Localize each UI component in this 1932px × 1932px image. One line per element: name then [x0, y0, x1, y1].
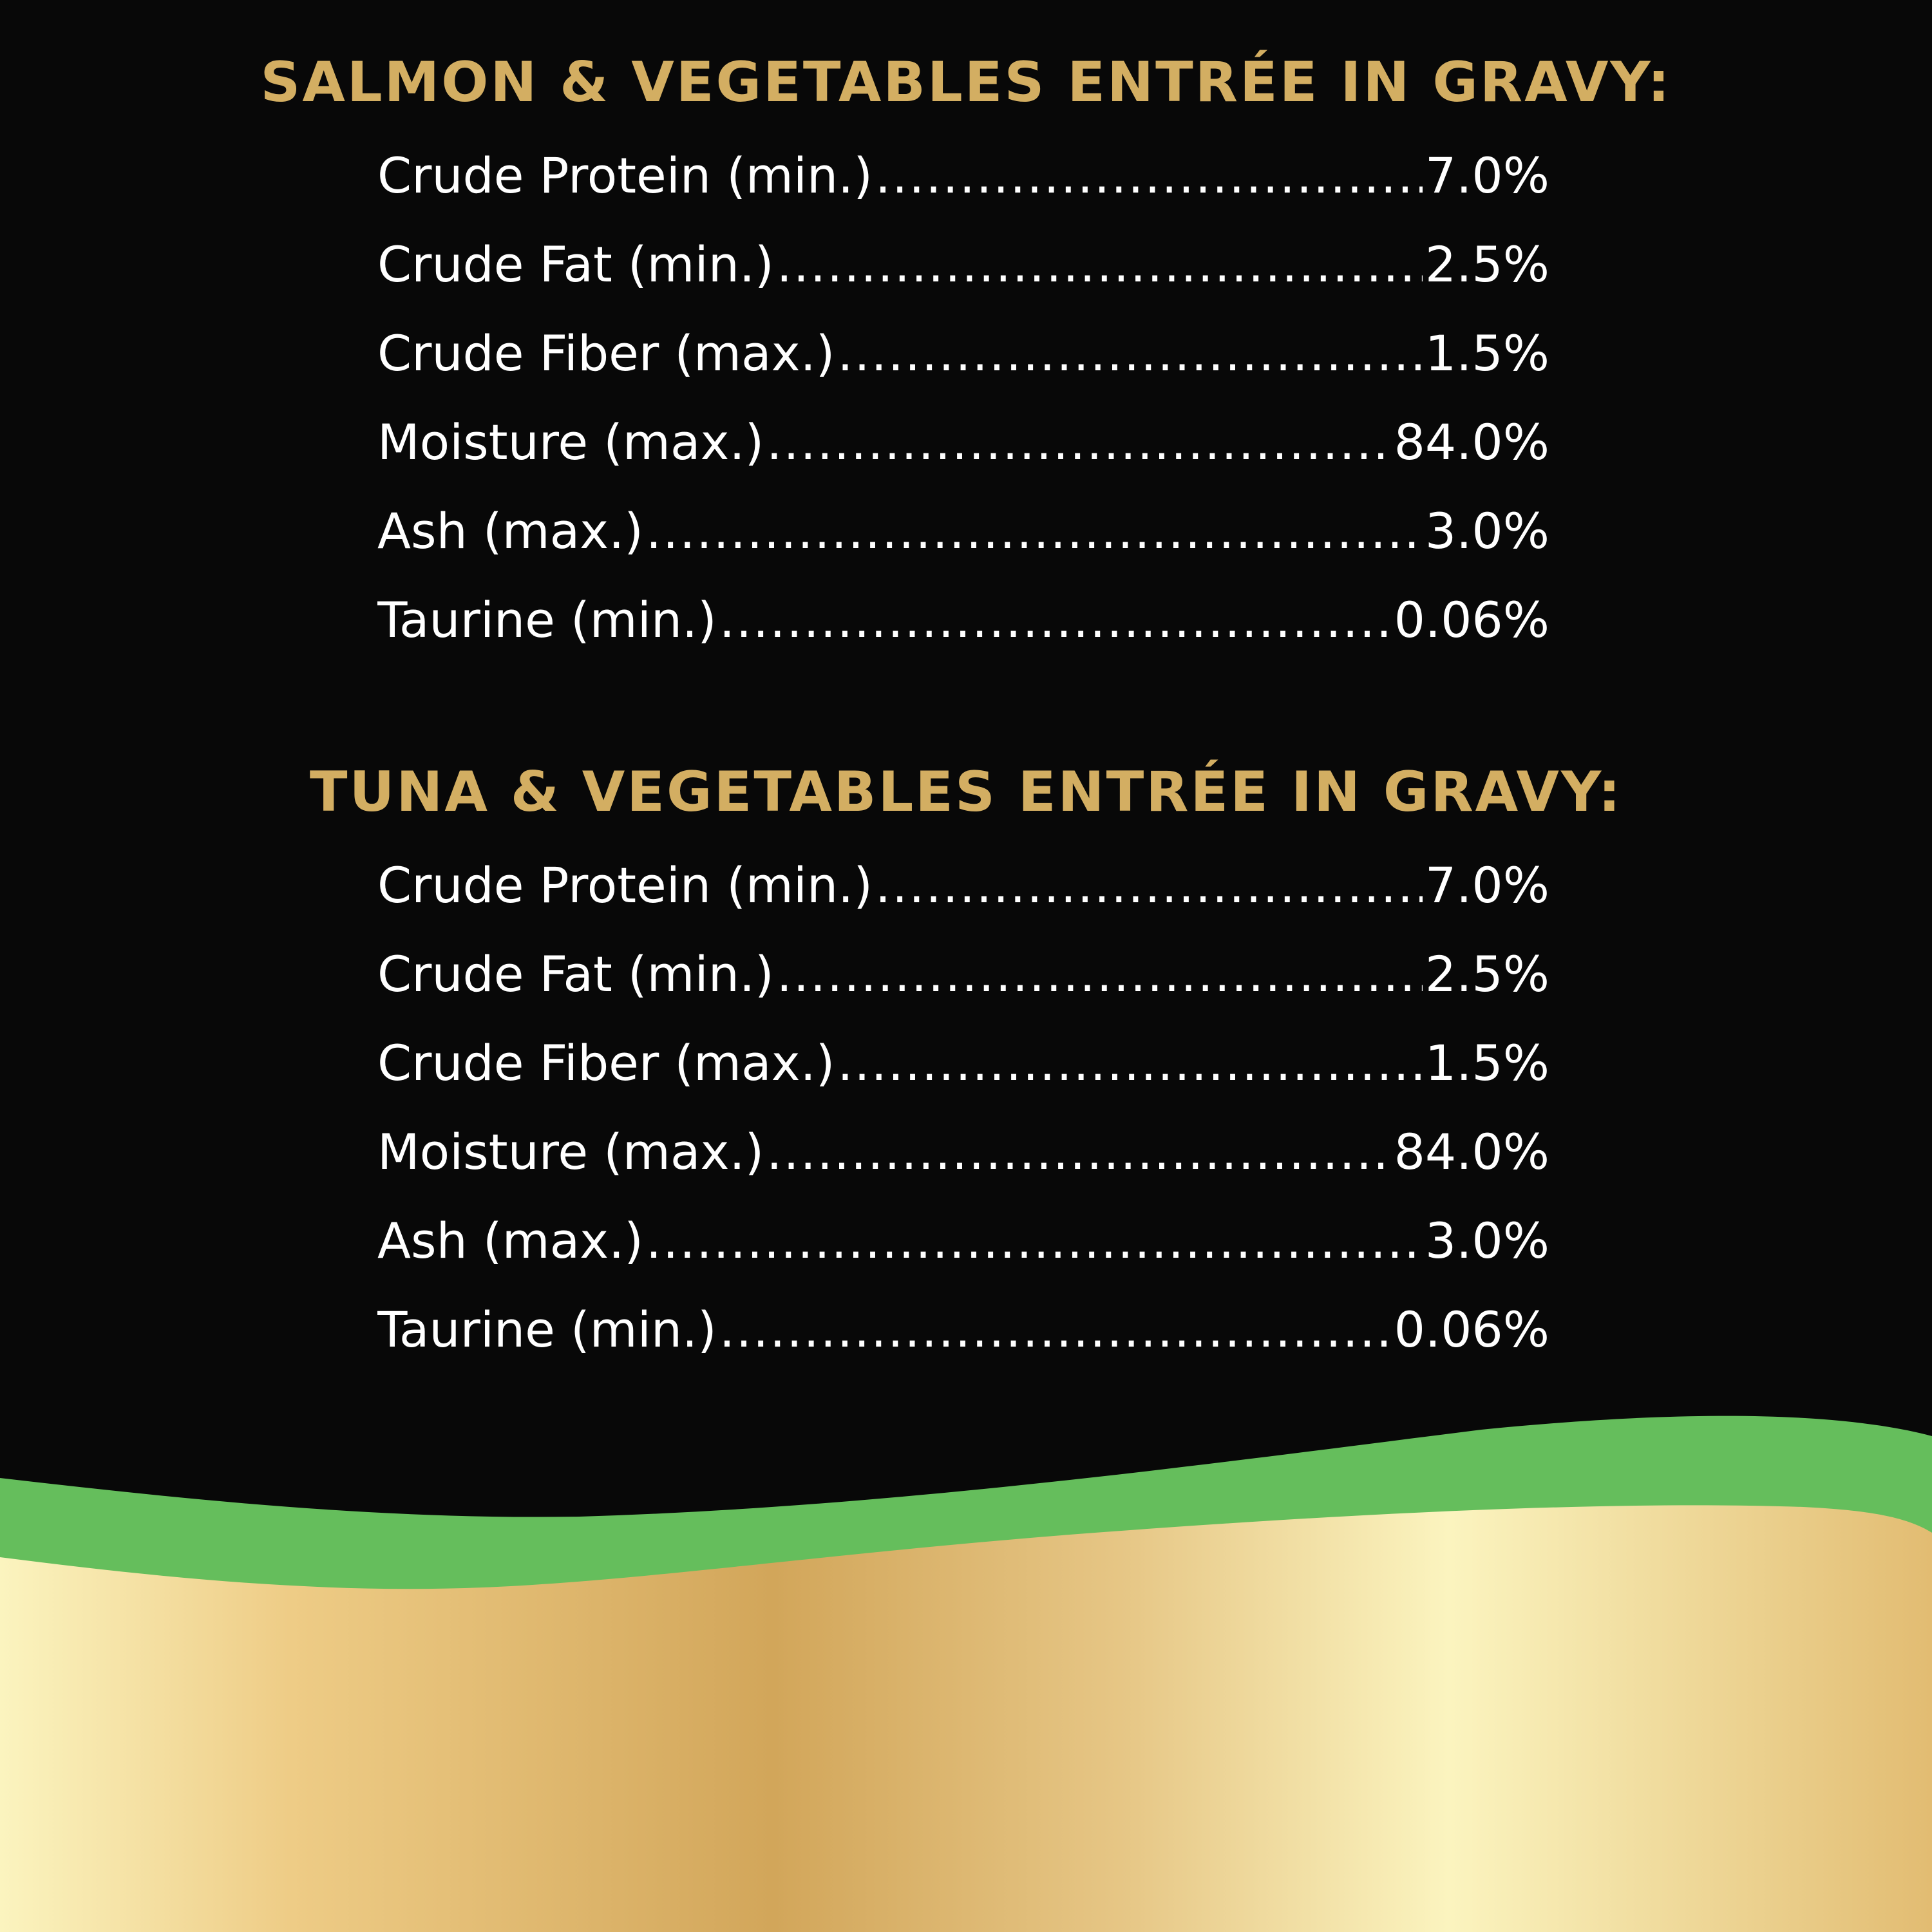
nutrient-label: Moisture (max.)	[377, 413, 764, 471]
dot-leader	[646, 1197, 1423, 1285]
nutrient-label: Taurine (min.)	[377, 1301, 717, 1358]
dot-leader	[777, 220, 1423, 309]
dot-leader	[837, 1019, 1423, 1108]
nutrient-label: Crude Protein (min.)	[377, 147, 873, 204]
analysis-row	[377, 1019, 1549, 1108]
dot-leader	[875, 841, 1423, 930]
nutrient-value: 0.06%	[1394, 1301, 1549, 1358]
analysis-row	[377, 487, 1549, 576]
nutrient-label: Crude Fat (min.)	[377, 236, 774, 293]
nutrient-label: Crude Fiber (max.)	[377, 325, 835, 382]
nutrient-label: Moisture (max.)	[377, 1123, 764, 1180]
dot-leader	[719, 576, 1392, 665]
nutrient-label: Taurine (min.)	[377, 591, 717, 649]
nutrient-label: Ash (max.)	[377, 502, 643, 560]
dot-leader	[766, 398, 1391, 487]
nutrient-value: 0.06%	[1394, 591, 1549, 649]
analysis-row	[377, 131, 1549, 220]
nutrient-value: 2.5%	[1425, 236, 1549, 293]
analysis-row	[377, 576, 1549, 665]
nutrient-value: 84.0%	[1394, 1123, 1549, 1180]
analysis-row	[377, 1108, 1549, 1197]
analysis-row	[377, 309, 1549, 398]
nutrient-label: Crude Fat (min.)	[377, 945, 774, 1003]
nutrient-label: Crude Fiber (max.)	[377, 1034, 835, 1092]
dot-leader	[875, 131, 1423, 220]
salmon-analysis-section	[0, 44, 1932, 665]
dot-leader	[766, 1108, 1391, 1197]
nutrient-label: Ash (max.)	[377, 1212, 643, 1269]
nutrient-label: Crude Protein (min.)	[377, 857, 873, 914]
nutrient-value: 7.0%	[1425, 857, 1549, 914]
nutrient-value: 1.5%	[1425, 325, 1549, 382]
nutrient-value: 3.0%	[1425, 502, 1549, 560]
nutrient-value: 2.5%	[1425, 945, 1549, 1003]
dot-leader	[777, 930, 1423, 1019]
dot-leader	[837, 309, 1423, 398]
analysis-row	[377, 398, 1549, 487]
nutrient-value: 84.0%	[1394, 413, 1549, 471]
nutrient-value: 7.0%	[1425, 147, 1549, 204]
dot-leader	[646, 487, 1423, 576]
analysis-list	[377, 841, 1549, 1374]
analysis-list	[377, 131, 1549, 665]
analysis-row	[377, 220, 1549, 309]
tuna-analysis-section	[0, 753, 1932, 1374]
decorative-wave-band	[0, 1404, 1932, 1932]
analysis-row	[377, 1197, 1549, 1285]
nutrient-value: 1.5%	[1425, 1034, 1549, 1092]
analysis-row	[377, 841, 1549, 930]
section-heading: SALMON & VEGETABLES ENTRÉE IN GRAVY:	[260, 50, 1672, 115]
section-heading: TUNA & VEGETABLES ENTRÉE IN GRAVY:	[309, 760, 1623, 824]
dot-leader	[719, 1285, 1392, 1374]
analysis-row	[377, 1285, 1549, 1374]
nutrient-value: 3.0%	[1425, 1212, 1549, 1269]
analysis-row	[377, 930, 1549, 1019]
